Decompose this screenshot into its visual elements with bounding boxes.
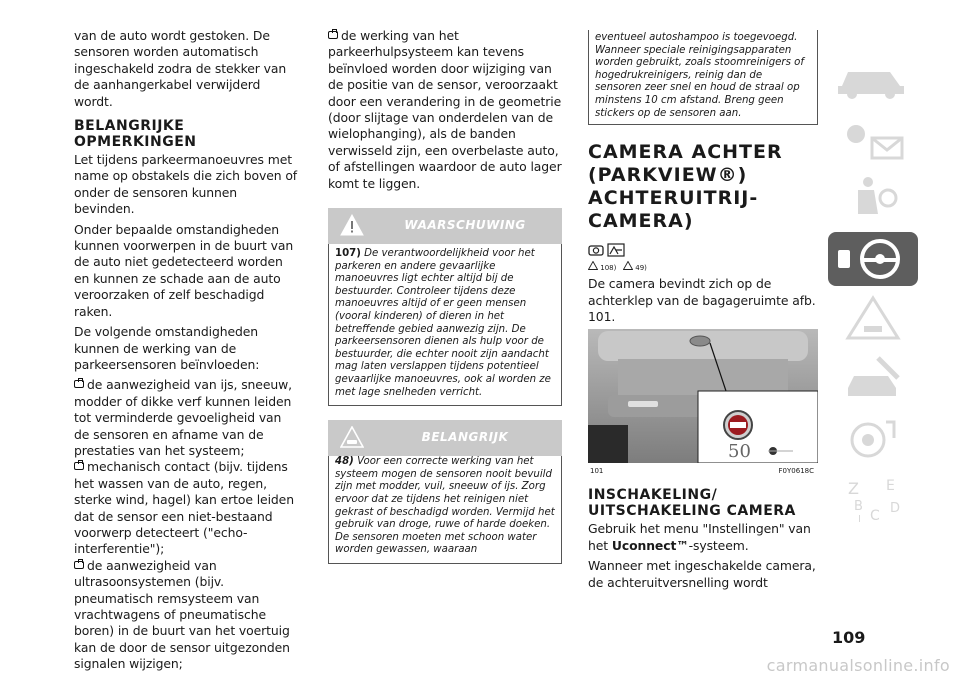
section-heading-camera-switch: INSCHAKELING/ UITSCHAKELING CAMERA [588, 487, 796, 520]
tab-car[interactable] [828, 52, 918, 106]
list-item: de werking van het parkeerhulpsysteem kan tevens beïnvloed worden door wijziging van de positie van de sensor, veroorzaakt door een verandering in de geometrie (door slijtage van onderdelen van de wielophanging), als de banden verwisseld zijn, een overbelaste auto, of afstellingen waardoor de auto lager komt te liggen. [328, 28, 562, 191]
list-item: mechanisch contact (bijv. tijdens het wassen van de auto, regen, sterke wind, hagel) kan ertoe leiden dat de sensor een niet-bestaand voorwerp detecteert ("echo-interferentie"); [74, 459, 294, 557]
note-text-continued: eventueel autoshampoo is toegevoegd. Wanneer speciale reinigingsapparaten worden gebruikt, zoals stoomreinigers of hogedrukreinigers, reinig dan de sensoren zeer snel en houd de straal op minstens 10 cm afstand. Breng geen stickers op de sensoren aan. [595, 32, 804, 119]
tab-index[interactable] [828, 472, 918, 526]
section-heading-rear-camera: CAMERA ACHTER (PARKVIEW®) ACHTERUITRIJ-CAMERA) [588, 141, 783, 233]
svg-text:50: 50 [728, 441, 751, 463]
figure-number: 101 [590, 467, 604, 476]
tab-emergency[interactable] [828, 292, 918, 346]
note-text: 48) Voor een correcte werking van het systeem mogen de sensoren nooit bevuild zijn met modder, vuil, sneeuw of ijs. Zorg ervoor dat ze tijdens het reinigen niet gekrast of beschadigd worden. Vermijd het gebruik van droge, ruwe of harde doeken. De sensoren moeten met schoon water worden gewassen, waaraan [335, 456, 555, 556]
note-title: BELANGRIJK [421, 430, 509, 445]
list-item: de aanwezigheid van ultrasoonsystemen (bijv. pneumatisch remsysteem van vrachtwagens of pneumatische boren) in de buurt van het voertuig kan de door de sensor uitgezonden signalen wijzigen; [74, 557, 290, 672]
road-hazard-icon [828, 292, 918, 346]
index-letter: C [870, 508, 880, 524]
camera-icon [588, 241, 636, 259]
bullet-icon [74, 380, 84, 388]
camera-symbols [588, 241, 818, 259]
wrench-car-icon [828, 352, 918, 406]
tab-multimedia[interactable] [828, 412, 918, 466]
list-item: de aanwezigheid van ijs, sneeuw, modder of dikke verf kunnen leiden tot verminderde gevoeligheid van de sensoren en afname van de prestaties van het systeem; [74, 377, 292, 458]
figure-rear-camera [588, 329, 818, 477]
note-header [328, 420, 562, 456]
column-2 [328, 28, 562, 564]
warning-title: WAARSCHUWING [404, 218, 526, 233]
tab-safety[interactable] [828, 172, 918, 226]
tab-warning-lights[interactable] [828, 112, 918, 166]
index-letter: B [854, 499, 863, 514]
car-icon [828, 52, 918, 106]
airbag-seat-icon [828, 172, 918, 226]
index-letter: E [886, 478, 895, 494]
index-letter: D [890, 501, 901, 516]
steering-wheel-icon [828, 232, 918, 286]
warning-box [328, 244, 562, 406]
column-3 [588, 30, 818, 595]
note-box [328, 454, 562, 564]
paragraph: De camera bevindt zich op de achterklep van de bagageruimte afb. 101. [588, 276, 816, 324]
tab-driving[interactable] [828, 232, 918, 286]
index-letter: Z [848, 479, 859, 498]
figure-caption [588, 463, 818, 477]
paragraph: Wanneer met ingeschakelde camera, de achteruitversnelling wordt [588, 558, 816, 590]
paragraph: Onder bepaalde omstandigheden kunnen voorwerpen in de buurt van de auto niet gedetecteerd worden en kunnen ze schade aan de auto veroorzaken of zelf beschadigd raken. [74, 221, 294, 319]
column-1 [74, 28, 300, 673]
intro-paragraph: van de auto wordt gestoken. De sensoren worden automatisch ingeschakeld zodra de stekker van de aanhangerkabel verwijderd wordt. [74, 28, 287, 109]
warning-header [328, 208, 562, 244]
watermark: carmanualsonline.info [766, 656, 950, 675]
bullet-icon [74, 561, 84, 569]
paragraph: Gebruik het menu "Instellingen" van het Uconnect™-systeem. [588, 521, 811, 553]
bullet-icon [328, 31, 338, 39]
figure-code: F0Y0618C [778, 467, 814, 476]
tab-maintenance[interactable] [828, 352, 918, 406]
index-letter: I [858, 514, 861, 525]
warning-lights-icon [828, 112, 918, 166]
page-number: 109 [832, 628, 866, 647]
car-rear-illustration [588, 329, 818, 463]
reference-marks: 108) 49) [588, 261, 818, 272]
section-heading-important-notes: BELANGRIJKE OPMERKINGEN [74, 118, 197, 151]
note-box-continued [588, 30, 818, 125]
paragraph: Let tijdens parkeermanoeuvres met name op obstakels die zich boven of onder de sensoren kunnen bevinden. [74, 152, 298, 217]
multimedia-icon [828, 412, 918, 466]
paragraph: De volgende omstandigheden kunnen de werking van de parkeersensoren beïnvloeden: [74, 324, 260, 372]
caution-icon [623, 261, 633, 270]
index-icon [828, 472, 918, 526]
bullet-icon [74, 462, 84, 470]
warning-text: 107) De verantwoordelijkheid voor het parkeren en andere gevaarlijke manoeuvres ligt echter altijd bij de bestuurder. Controleer tijdens deze manoeuvres altijd of er geen mensen (vooral kinderen) of dieren in het betreffende gebied aanwezig zijn. De parkeersensoren dienen als hulp voor de bestuurder, die echter nooit zijn aandacht mag laten verslappen tijdens potentieel gevaarlijke manoeuvres, ook al worden ze met lage snelheden verricht. [335, 248, 551, 398]
chapter-sidebar [828, 52, 918, 532]
warning-triangle-icon [588, 261, 598, 270]
